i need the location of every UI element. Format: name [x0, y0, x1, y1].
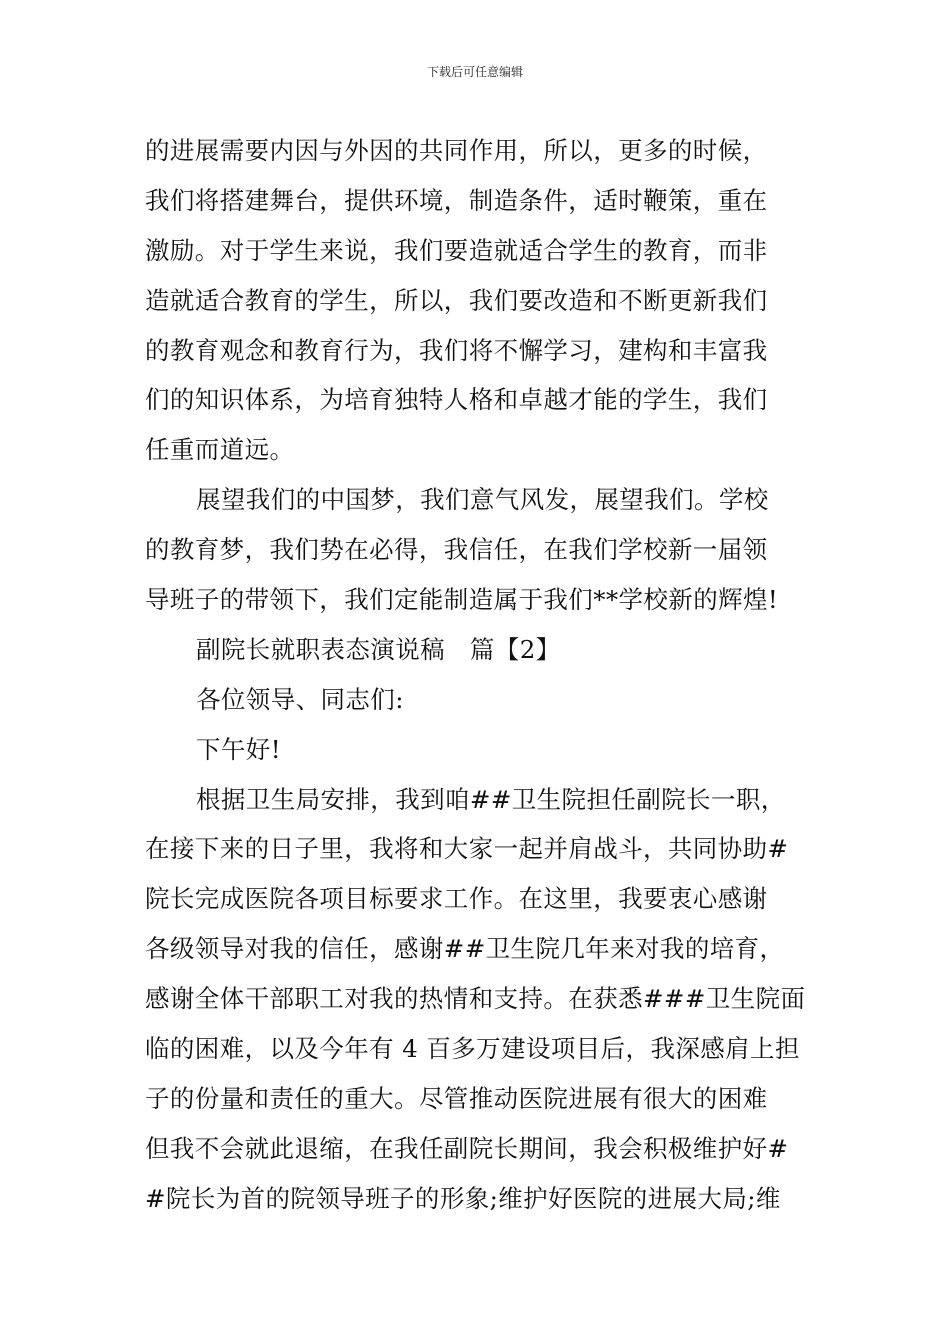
text-line: 临的困难，以及今年有 4 百多万建设项目后，我深感肩上担: [145, 1034, 800, 1064]
text-line: 的教育梦，我们势在必得，我信任，在我们学校新一届领: [145, 535, 768, 565]
text-line: 在接下来的日子里，我将和大家一起并肩战斗，共同协助#: [145, 834, 789, 864]
text-line: 的教育观念和教育行为，我们将不懈学习，建构和丰富我: [145, 335, 768, 365]
text-line: 激励。对于学生来说，我们要造就适合学生的教育，而非: [145, 235, 768, 265]
text-line: 下午好!: [196, 734, 281, 764]
text-line: 院长完成医院各项目标要求工作。在这里，我要衷心感谢: [145, 884, 768, 914]
text-line: 感谢全体干部职工对我的热情和支持。在获悉###卫生院面: [145, 984, 806, 1014]
text-line: 的进展需要内因与外因的共同作用，所以，更多的时候，: [145, 136, 768, 165]
text-line: 展望我们的中国梦，我们意气风发，展望我们。学校: [196, 485, 769, 515]
text-line: 我们将搭建舞台，提供环境，制造条件，适时鞭策，重在: [145, 185, 768, 215]
text-line: #院长为首的院领导班子的形象;维护好医院的进展大局;维: [145, 1183, 781, 1213]
text-line: 导班子的带领下，我们定能制造属于我们**学校新的辉煌!: [145, 585, 779, 615]
text-line: 造就适合教育的学生，所以，我们要改造和不断更新我们: [145, 285, 768, 315]
text-line: 根据卫生局安排，我到咱##卫生院担任副院长一职，: [196, 784, 786, 814]
document-body: [145, 126, 809, 1224]
text-line: 各级领导对我的信任，感谢##卫生院几年来对我的培育，: [145, 934, 785, 964]
text-line: 各位领导、同志们:: [196, 684, 404, 714]
text-line: 但我不会就此退缩，在我任副院长期间，我会积极维护好#: [145, 1133, 789, 1163]
text-line: 们的知识体系，为培育独特人格和卓越才能的学生，我们: [145, 385, 768, 415]
text-line: 子的份量和责任的重大。尽管推动医院进展有很大的困难: [145, 1083, 768, 1113]
text-line: 副院长就职表态演说稿 篇【2】: [196, 634, 561, 664]
text-line: 任重而道远。: [145, 435, 295, 465]
page-header: 下载后可任意编辑: [426, 65, 523, 79]
